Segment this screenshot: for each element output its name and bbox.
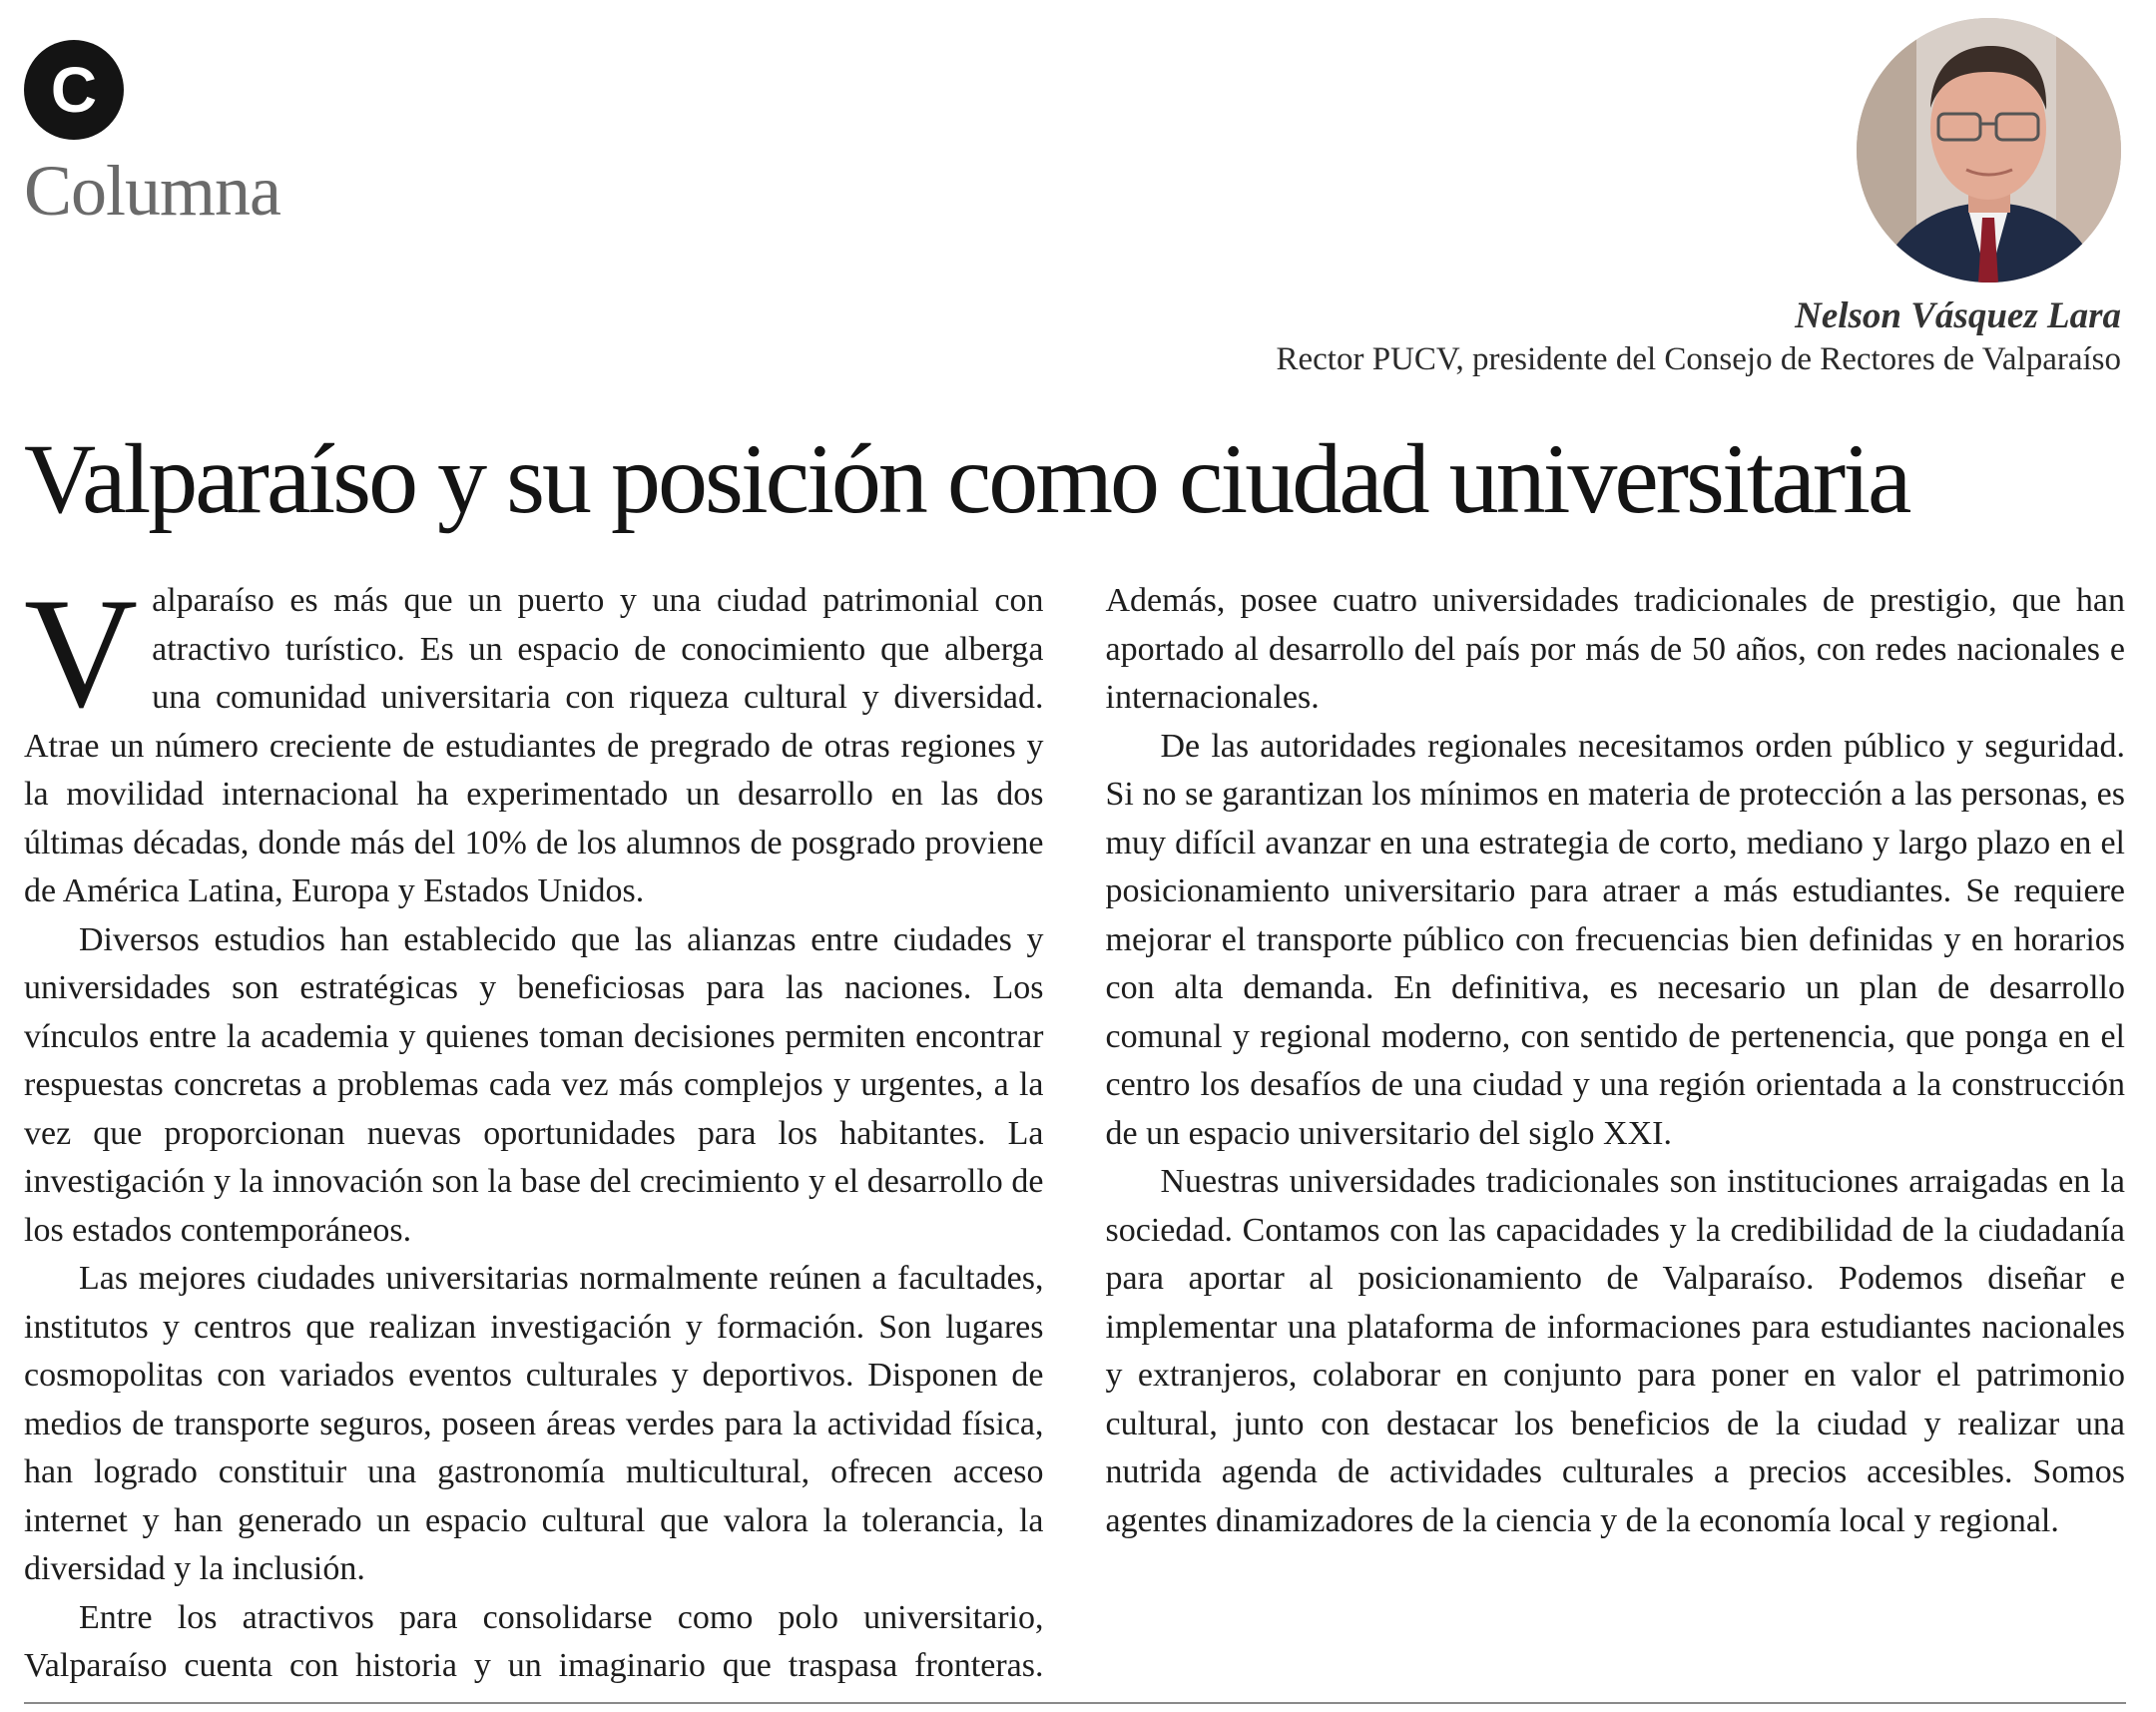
article-body bbox=[24, 566, 2125, 1695]
author-role: Rector PUCV, presidente del Consejo de Rectores de Valparaíso bbox=[1276, 341, 2121, 377]
bottom-divider bbox=[24, 1702, 2126, 1704]
author-name: Nelson Vásquez Lara bbox=[1795, 295, 2121, 336]
author-portrait-image bbox=[1857, 18, 2121, 283]
article-paragraph: Entre los atractivos para consolidarse como polo universitario, Valparaíso cuenta con historia y un imaginario que traspasa fronteras. Además, posee cuatro universidades tradicionales de prestigio, que han aportado al desarrollo del país por más de 50 años, con redes nacionales e internacionales. bbox=[24, 582, 2125, 1684]
article-paragraph: Las mejores ciudades universitarias normalmente reúnen a facultades, institutos y centros que realizan investigación y formación. Son lugares cosmopolitas con variados eventos culturales y deportivos. Disponen de medios de transporte seguros, poseen áreas verdes para la actividad física, han logrado constituir una gastronomía multicultural, ofrecen acceso internet y han generado un espacio cultural que valora la tolerancia, la diversidad y la inclusión. bbox=[24, 1260, 1044, 1587]
article-paragraph: Nuestras universidades tradicionales son instituciones arraigadas en la sociedad. Contamos con las capacidades y la credibilidad de la ciudadanía para aportar al posicionamiento de Valparaíso. Podemos diseñar e implementar una plataforma de informaciones para estudiantes nacionales y extranjeros, colaborar en conjunto para poner en valor el patrimonio cultural, junto con destacar los beneficios de la ciudad y realizar una nutrida agenda de actividades culturales a precios accesibles. Somos agentes dinamizadores de la ciencia y de la economía local y regional. bbox=[1105, 1163, 2125, 1539]
article-paragraph: Diversos estudios han establecido que las alianzas entre ciudades y universidades son estratégicas y beneficiosas para las naciones. Los vínculos entre la academia y quienes toman decisiones permiten encontrar respuestas concretas a problemas cada vez más complejos y urgentes, a la vez que proporcionan nuevas oportunidades para los habitantes. La investigación y la innovación son la base del crecimiento y el desarrollo de los estados contemporáneos. bbox=[24, 920, 1044, 1249]
section-badge: C bbox=[24, 40, 124, 140]
headline: Valparaíso y su posición como ciudad universitaria bbox=[24, 423, 1909, 534]
author-portrait bbox=[1857, 18, 2121, 283]
article-paragraph: Valparaíso es más que un puerto y una ciudad patrimonial con atractivo turístico. Es un espacio de conocimiento que alberga una comunidad universitaria con riqueza cultural y diversidad. Atrae un número creciente de estudiantes de pregrado de otras regiones y la movilidad internacional ha experimentado un desarrollo en las dos últimas décadas, donde más del 10% de los alumnos de posgrado proviene de América Latina, Europa y Estados Unidos. bbox=[24, 566, 1044, 909]
section-label: Columna bbox=[24, 151, 280, 231]
drop-cap: V bbox=[24, 566, 139, 741]
article-paragraph: De las autoridades regionales necesitamos orden público y seguridad. Si no se garantizan los mínimos en materia de protección a las personas, es muy difícil avanzar en una estrategia de corto, mediano y largo plazo en el posicionamiento universitario para atraer a más estudiantes. Se requiere mejorar el transporte público con frecuencias bien definidas y en horarios con alta demanda. En definitiva, es necesario un plan de desarrollo comunal y regional moderno, con sentido de pertenencia, que ponga en el centro los desafíos de una ciudad y una región orientada a la construcción de un espacio universitario del siglo XXI. bbox=[1105, 727, 2125, 1152]
